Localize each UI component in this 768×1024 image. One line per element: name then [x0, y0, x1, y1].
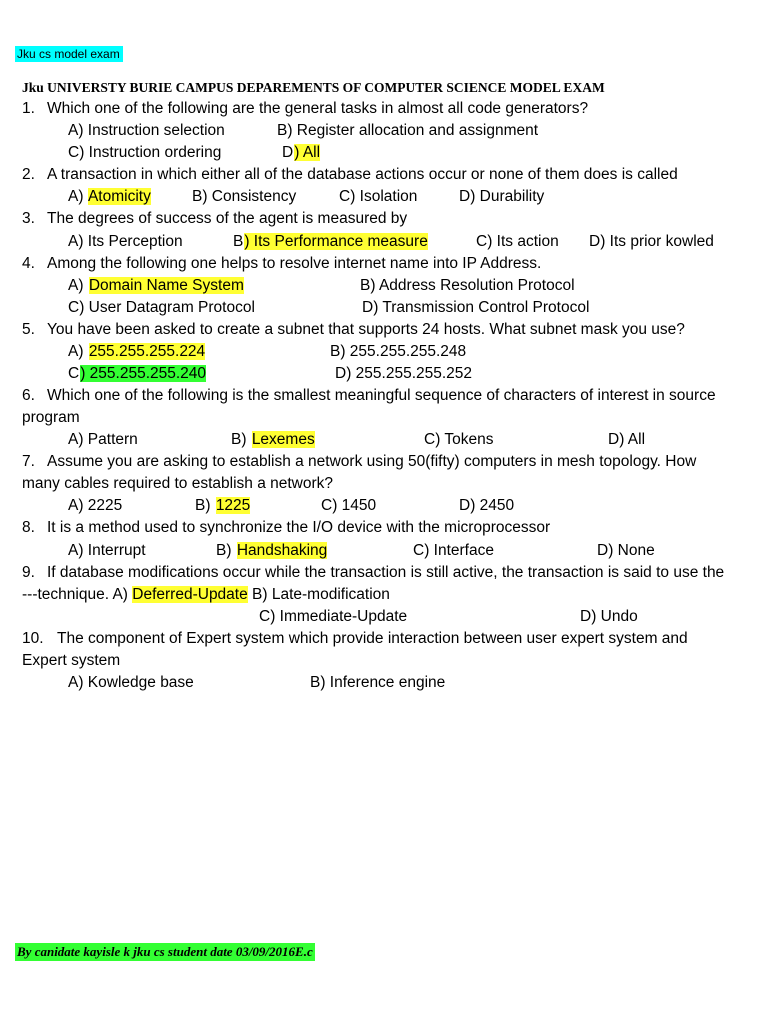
q2-option-b: B) Consistency	[192, 188, 297, 205]
q8-text: It is a method used to synchronize the I/O device with the microprocessor	[47, 519, 551, 536]
q8-option-c: C) Interface	[413, 542, 494, 559]
q4-option-a-prefix: A)	[68, 277, 84, 294]
q1-option-d	[282, 143, 320, 163]
q4-text: Among the following one helps to resolve internet name into IP Address.	[47, 255, 542, 272]
q5-green-highlight: ) 255.255.255.240	[80, 365, 207, 382]
q7-answer-highlight: 1225	[215, 497, 251, 514]
q7-option-c: C) 1450	[321, 497, 377, 514]
q8-number: 8.	[22, 519, 35, 536]
q9-answer-highlight: Deferred-Update	[132, 586, 248, 603]
q5-number: 5.	[22, 321, 35, 338]
q8-answer-highlight: Handshaking	[236, 542, 328, 559]
q5-text: You have been asked to create a subnet that supports 24 hosts. What subnet mask you use?	[47, 321, 685, 338]
q5-answer-highlight: 255.255.255.224	[88, 343, 206, 360]
q3-option-b-prefix: B	[233, 233, 244, 250]
q9-line-2	[22, 585, 390, 605]
q4-option-b: B) Address Resolution Protocol	[360, 277, 575, 294]
q7-text-continued: many cables required to establish a network?	[22, 475, 334, 492]
q5-option-b: B) 255.255.255.248	[330, 343, 467, 360]
q5-option-c-prefix: C	[68, 365, 80, 382]
q6-option-d: D) All	[608, 431, 646, 448]
q9-option-d: D) Undo	[580, 608, 638, 625]
q3-number: 3.	[22, 210, 35, 227]
q2-option-a-prefix: A)	[68, 188, 84, 205]
q6-option-a: A) Pattern	[68, 431, 138, 448]
q3-answer-highlight: ) Its Performance measure	[244, 233, 428, 250]
q6-text-continued: program	[22, 409, 80, 426]
q6-text: Which one of the following is the smallest meaningful sequence of characters of interest in source	[47, 387, 716, 404]
q8-option-b	[216, 541, 327, 561]
q5-option-a-prefix: A)	[68, 343, 84, 360]
q7-option-d: D) 2450	[459, 497, 515, 514]
q7-text: Assume you are asking to establish a network using 50(fifty) computers in mesh topology. How	[47, 453, 697, 470]
q10-text: The component of Expert system which provide interaction between user expert system and	[57, 630, 688, 647]
q3-option-a: A) Its Perception	[68, 233, 183, 250]
q4-number: 4.	[22, 255, 35, 272]
q7-option-b	[195, 496, 250, 516]
q9-line-2-prefix: ---technique. A)	[22, 586, 128, 603]
q4-answer-highlight: Domain Name System	[88, 277, 244, 294]
q9-text: If database modifications occur while the transaction is still active, the transaction is said to use the	[47, 564, 725, 581]
q4-option-c: C) User Datagram Protocol	[68, 299, 255, 316]
q1-option-c: C) Instruction ordering	[68, 144, 222, 161]
q1-option-d-prefix: D	[282, 144, 294, 161]
q5-option-c	[68, 364, 206, 384]
q5-option-d: D) 255.255.255.252	[335, 365, 473, 382]
q3-option-d: D) Its prior kowled	[589, 233, 714, 250]
q1-option-a: A) Instruction selection	[68, 122, 225, 139]
q10-number: 10.	[22, 630, 44, 647]
q1-number: 1.	[22, 100, 35, 117]
q3-option-b	[233, 232, 428, 252]
q10-option-b: B) Inference engine	[310, 674, 446, 691]
q6-answer-highlight: Lexemes	[251, 431, 315, 448]
q4-option-a	[68, 276, 244, 296]
page-title: Jku UNIVERSTY BURIE CAMPUS DEPAREMENTS OF COMPUTER SCIENCE MODEL EXAM	[22, 80, 605, 95]
q2-option-c: C) Isolation	[339, 188, 418, 205]
footer-credit: By canidate kayisle k jku cs student date 03/09/2016E.c	[17, 944, 313, 959]
header-tag: Jku cs model exam	[15, 46, 123, 62]
q9-number: 9.	[22, 564, 35, 581]
q9-option-b: B) Late-modification	[252, 586, 390, 603]
q1-text: Which one of the following are the general tasks in almost all code generators?	[47, 100, 589, 117]
q2-answer-highlight: Atomicity	[87, 188, 151, 205]
q6-option-c: C) Tokens	[424, 431, 494, 448]
q8-option-b-prefix: B)	[216, 542, 232, 559]
q7-option-a: A) 2225	[68, 497, 123, 514]
q3-option-c: C) Its action	[476, 233, 559, 250]
q5-option-a	[68, 342, 205, 362]
q7-number: 7.	[22, 453, 35, 470]
q8-option-d: D) None	[597, 542, 655, 559]
q8-option-a: A) Interrupt	[68, 542, 146, 559]
q2-option-d: D) Durability	[459, 188, 545, 205]
q1-answer-highlight: ) All	[294, 144, 321, 161]
q1-option-b: B) Register allocation and assignment	[277, 122, 539, 139]
q2-option-a	[68, 187, 151, 207]
q9-option-c: C) Immediate-Update	[259, 608, 408, 625]
q2-text: A transaction in which either all of the database actions occur or none of them does is called	[47, 166, 678, 183]
q10-text-continued: Expert system	[22, 652, 121, 669]
q7-option-b-prefix: B)	[195, 497, 211, 514]
q6-number: 6.	[22, 387, 35, 404]
q10-option-a: A) Kowledge base	[68, 674, 194, 691]
q2-number: 2.	[22, 166, 35, 183]
q3-text: The degrees of success of the agent is measured by	[47, 210, 408, 227]
q6-option-b	[231, 430, 315, 450]
q4-option-d: D) Transmission Control Protocol	[362, 299, 590, 316]
q6-option-b-prefix: B)	[231, 431, 247, 448]
